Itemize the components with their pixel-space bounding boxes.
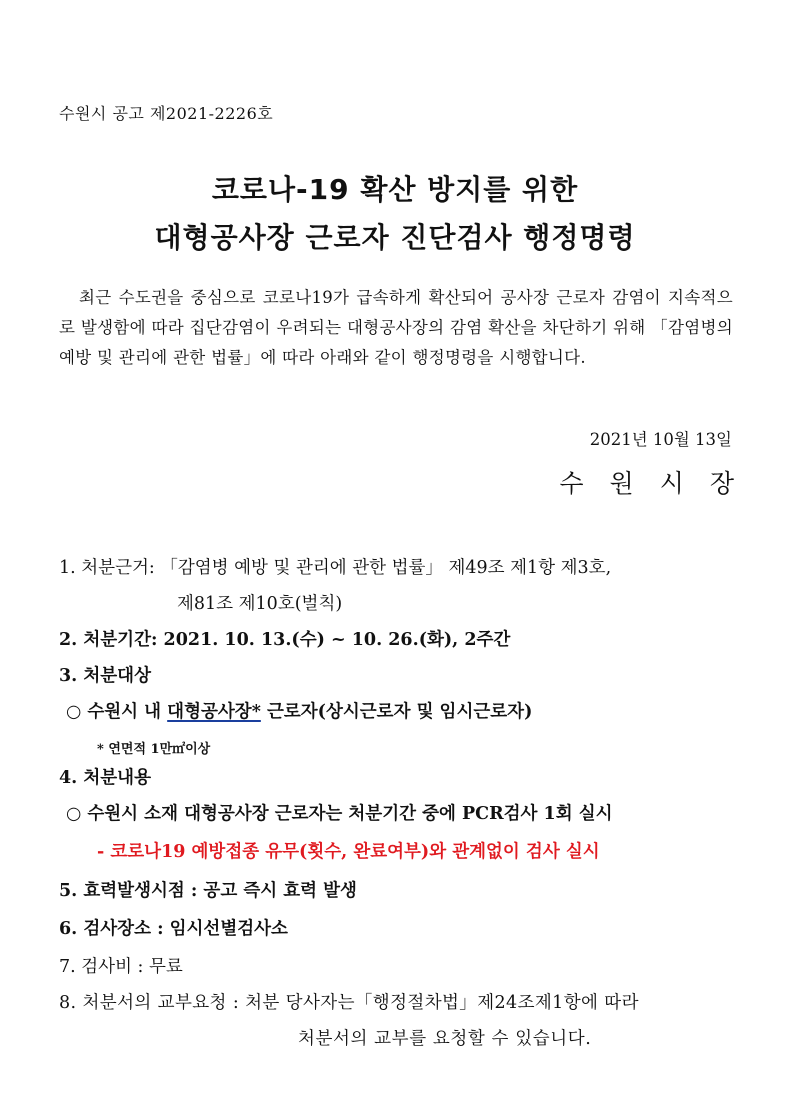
item-fee: 7. 검사비 : 무료	[59, 957, 183, 977]
item-content-main: ○ 수원시 소재 대형공사장 근로자는 처분기간 중에 PCR검사 1회 실시	[66, 804, 613, 824]
item-effective: 5. 효력발생시점 : 공고 즉시 효력 발생	[59, 881, 357, 901]
item-period: 2. 처분기간: 2021. 10. 13.(수) ~ 10. 26.(화), 2주간	[59, 630, 511, 650]
target-suffix: 근로자(상시근로자 및 임시근로자)	[260, 702, 533, 722]
item-location: 6. 검사장소 : 임시선별검사소	[59, 919, 288, 939]
notice-number: 수원시 공고 제2021-2226호	[59, 104, 274, 123]
item-content-heading: 4. 처분내용	[59, 768, 151, 788]
target-underlined-term: 대형공사장*	[167, 702, 261, 722]
item-target-note: * 연면적 1만㎡이상	[97, 742, 211, 757]
notice-date: 2021년 10월 13일	[589, 430, 732, 449]
item-target-heading: 3. 처분대상	[59, 666, 151, 686]
signer-name: 수원시장	[559, 469, 760, 498]
item-delivery-line-2: 처분서의 교부를 요청할 수 있습니다.	[298, 1029, 592, 1049]
item-content-sub: - 코로나19 예방접종 유무(횟수, 완료여부)와 관계없이 검사 실시	[97, 842, 600, 862]
item-basis-line-2: 제81조 제10호(벌칙)	[177, 594, 343, 614]
title-line-2: 대형공사장 근로자 진단검사 행정명령	[154, 221, 636, 254]
item-delivery-line-1: 8. 처분서의 교부요청 : 처분 당사자는「행정절차법」제24조제1항에 따라	[59, 993, 639, 1013]
item-basis-line-1: 1. 처분근거: 「감염병 예방 및 관리에 관한 법률」 제49조 제1항 제3호,	[59, 558, 612, 578]
item-target-line	[66, 698, 532, 723]
intro-paragraph: 최근 수도권을 중심으로 코로나19가 급속하게 확산되어 공사장 근로자 감염이 지속적으로 발생함에 따라 집단감염이 우려되는 대형공사장의 감염 확산을 차단하기 위해 「감염병의 예방 및 관리에 관한 법률」에 따라 아래와 같이 행정명령을 시행합니다.	[59, 288, 733, 367]
target-prefix: ○ 수원시 내	[66, 702, 168, 722]
title-line-1: 코로나-19 확산 방지를 위한	[211, 173, 579, 206]
